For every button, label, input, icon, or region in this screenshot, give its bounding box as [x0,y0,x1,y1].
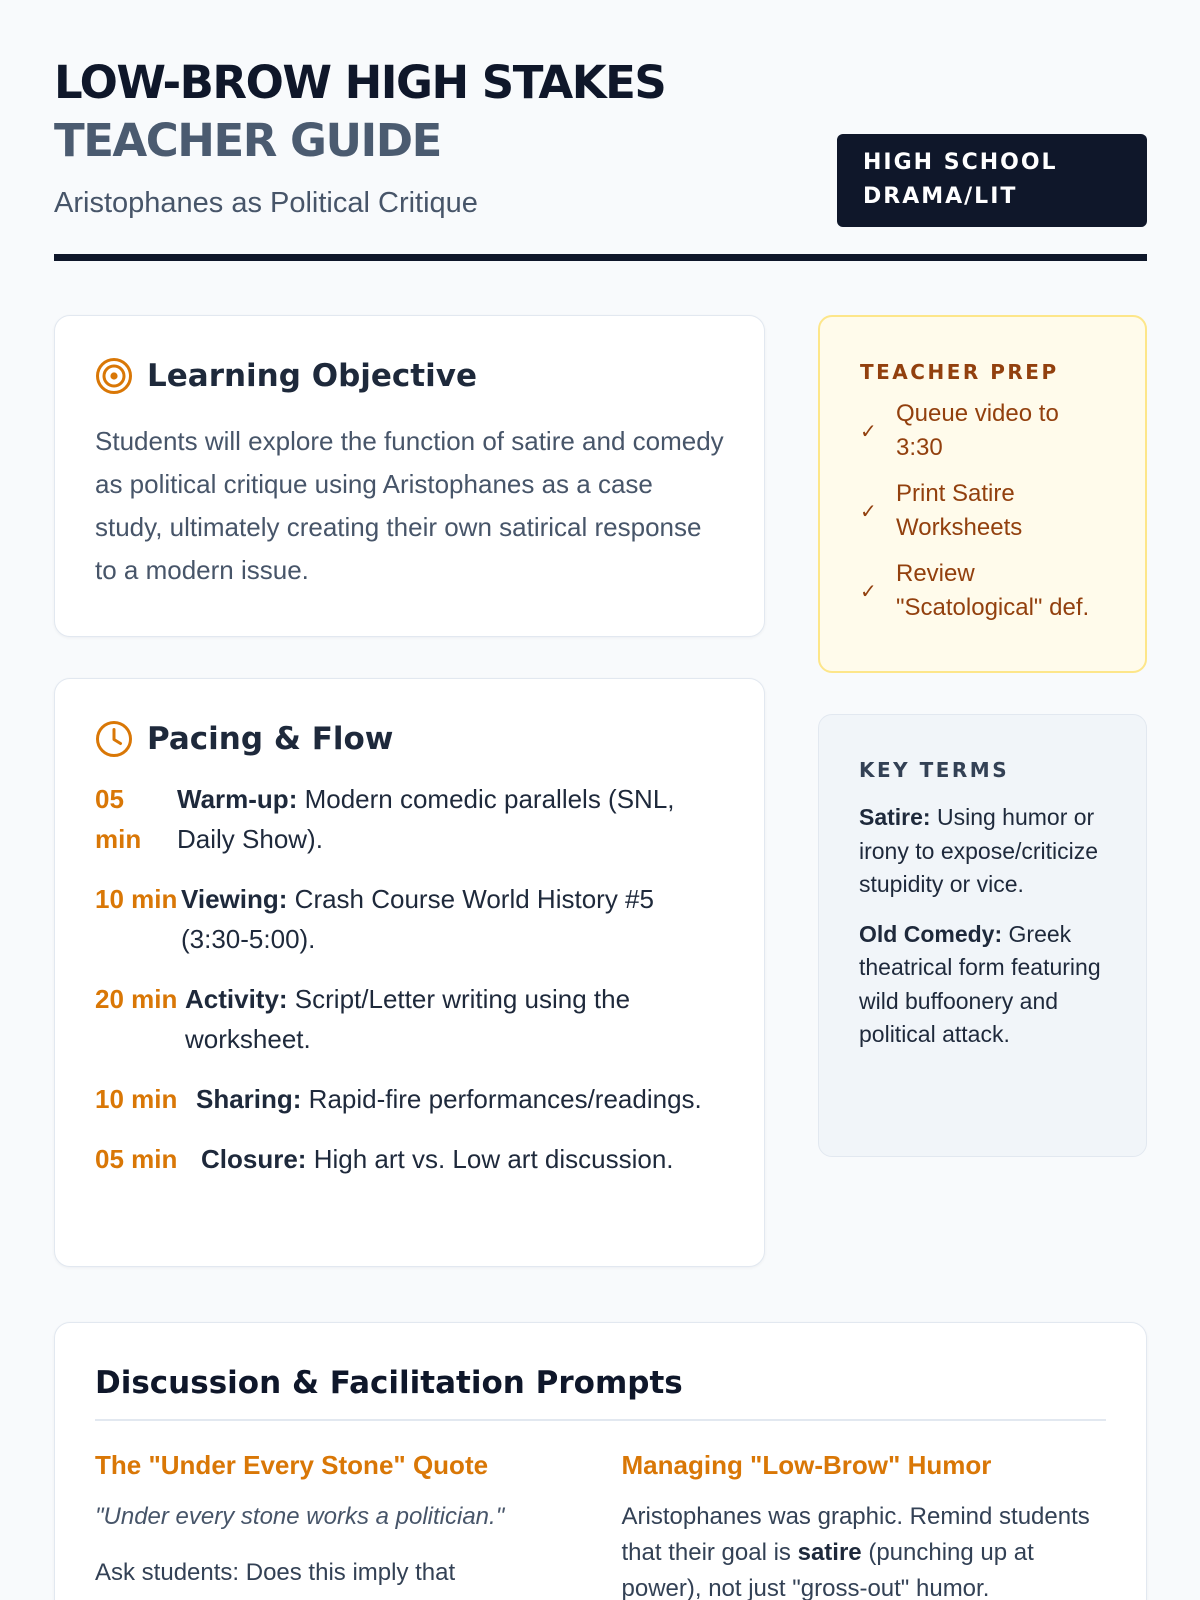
prep-item-text: Queue video to 3:30 [896,400,1059,461]
pacing-row [95,979,724,1059]
prep-item [860,397,1105,465]
pacing-label: Warm-up: [177,784,298,814]
pacing-row [95,779,724,859]
pacing-row [95,1139,724,1179]
pacing-detail: Crash Course World History #5 (3:30-5:00). [181,884,654,954]
pacing-description [201,1139,674,1179]
pacing-description [177,779,724,859]
pacing-title: Pacing & Flow [147,721,394,757]
humor-text-emphasis: satire [797,1539,862,1566]
key-term [859,918,1106,1052]
quote-text: "Under every stone works a politician." [95,1503,505,1530]
pacing-description [196,1079,702,1119]
pacing-label: Activity: [185,984,288,1014]
pacing-detail: High art vs. Low art discussion. [306,1144,674,1174]
prep-item-text: Review "Scatological" def. [896,560,1090,621]
teacher-prep-list [860,397,1105,625]
pacing-time: 10 min [95,1084,178,1114]
pacing-description [181,879,724,959]
humor-prompt-heading: Managing "Low-Brow" Humor [621,1450,992,1480]
pacing-row [95,1079,724,1119]
check-icon: ✓ [860,580,877,603]
teacher-prep-heading: TEACHER PREP [860,360,1059,384]
pacing-heading [95,719,724,759]
teacher-prep-panel [818,315,1147,673]
pacing-list [95,779,724,1179]
title-line-1: LOW-BROW HIGH STAKES [54,56,666,109]
key-term-name: Satire: [859,804,931,830]
pacing-detail: Script/Letter writing using the worksheet. [185,984,631,1054]
discussion-column-quote [95,1447,580,1600]
pacing-label: Sharing: [196,1084,302,1114]
key-term-name: Old Comedy: [859,920,1003,947]
clock-icon [95,720,133,758]
check-icon: ✓ [860,500,877,523]
pacing-time: 05 min [95,1144,178,1174]
pacing-detail: Modern comedic parallels (SNL, Daily Show). [177,784,675,854]
header [54,0,1147,262]
subtitle: Aristophanes as Political Critique [54,187,478,219]
pacing-time: 20 min [95,984,178,1014]
key-terms-heading: KEY TERMS [859,758,1010,782]
key-term [859,801,1106,902]
humor-text-end: (punching up at power), not just "gross-out" humor. [621,1539,1034,1600]
prep-item [860,557,1105,625]
pacing-label: Closure: [201,1144,307,1174]
key-term-definition: Greek theatrical form featuring wild buffoonery and political attack. [859,920,1101,1047]
learning-objective-text: Students will explore the function of satire and comedy as political critique using Aristophanes as a case study, ultimately creating their own satirical response to a modern issue. [95,426,724,585]
pacing-row [95,879,724,959]
discussion-card [54,1322,1147,1600]
discussion-columns [95,1447,1106,1600]
learning-objective-heading [95,356,724,396]
discussion-divider [95,1419,1106,1421]
pacing-label: Viewing: [181,884,288,914]
check-icon: ✓ [860,420,877,443]
key-terms-panel [818,714,1147,1157]
title-line-2: TEACHER GUIDE [54,114,441,167]
header-divider [54,254,1147,261]
badge-line-1: HIGH SCHOOL [863,150,1058,175]
pacing-description [185,979,724,1059]
learning-objective-title: Learning Objective [147,358,477,394]
pacing-time: 05 min [95,784,142,854]
pacing-time: 10 min [95,884,178,914]
teacher-guide-page [54,0,1147,1600]
quote-prompt-heading: The "Under Every Stone" Quote [95,1450,489,1480]
grade-level-badge [837,134,1147,227]
prep-item [860,477,1105,545]
discussion-column-humor [622,1447,1107,1600]
humor-text-start: Aristophanes was graphic. Remind students that their goal is [621,1503,1090,1566]
key-term-definition: Using humor or irony to expose/criticize stupidity or vice. [859,804,1099,897]
discussion-title: Discussion & Facilitation Prompts [95,1365,683,1401]
quote-prompt-text: Ask students: Does this imply that [95,1559,456,1586]
target-icon [95,357,133,395]
prep-item-text: Print Satire Worksheets [896,480,1023,541]
humor-prompt-text [622,1499,1107,1600]
pacing-card [54,678,765,1267]
learning-objective-card [54,315,765,637]
badge-line-2: DRAMA/LIT [863,184,1018,209]
pacing-detail: Rapid-fire performances/readings. [301,1084,702,1114]
